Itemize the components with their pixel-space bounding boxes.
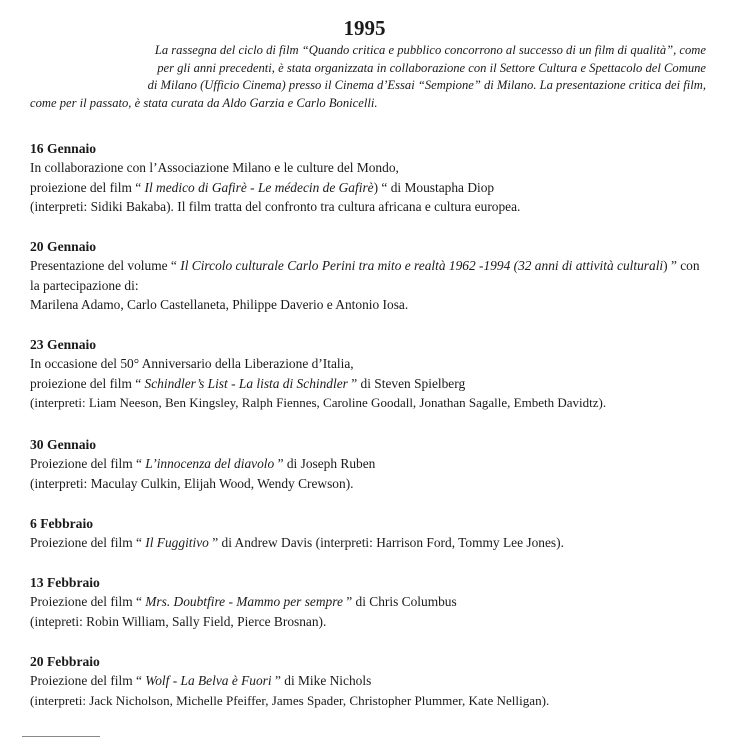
event-line: Proiezione del film “ Il Fuggitivo ” di Andrew Davis (interpreti: Harrison Ford, Tommy Lee Jones).: [30, 535, 564, 550]
intro-line: La rassegna del ciclo di film “Quando critica e pubblico concorrono al successo di un film di qualità”, come: [154, 43, 706, 57]
film-title: Mrs. Doubtfire - Mammo per sempre: [145, 594, 343, 609]
event-20-febbraio: [30, 653, 720, 710]
event-date: 30 Gennaio: [30, 437, 97, 452]
event-line: (interpreti: Maculay Culkin, Elijah Wood, Wendy Crewson).: [30, 475, 354, 491]
event-date: 23 Gennaio: [30, 337, 97, 352]
event-line: (interpreti: Jack Nicholson, Michelle Pfeiffer, James Spader, Christopher Plummer, Kate Nelligan).: [30, 692, 550, 708]
film-title: Il medico di Gafirè - Le médecin de Gafirè: [144, 179, 374, 195]
event-30-gennaio: [30, 436, 720, 493]
intro-line: per gli anni precedenti, è stata organizzata in collaborazione con il Settore Cultura e Spettacolo del Comune: [157, 60, 706, 75]
event-date: 20 Gennaio: [30, 239, 97, 254]
intro-line: come per il passato, è stata curata da Aldo Garzia e Carlo Bonicelli.: [30, 95, 378, 110]
event-line: Marilena Adamo, Carlo Castellaneta, Philippe Daverio e Antonio Iosa.: [30, 297, 409, 313]
event-line: proiezione del film “ Il medico di Gafirè - Le médecin de Gafirè) “ di Moustapha Diop: [30, 179, 495, 195]
event-line: Proiezione del film “ L’innocenza del diavolo ” di Joseph Ruben: [30, 456, 376, 471]
event-line: (interpreti: Liam Neeson, Ben Kingsley, Ralph Fiennes, Caroline Goodall, Jonathan Sagalle, Embeth Davidtz).: [30, 395, 607, 411]
event-line: Presentazione del volume “ Il Circolo culturale Carlo Perini tra mito e realtà 1962 -1994 (32 anni di attività culturali) ” con la partecipazione di:: [30, 258, 700, 293]
event-date: 13 Febbraio: [30, 575, 100, 590]
film-title: L’innocenza del diavolo: [145, 456, 275, 471]
event-line: (interpreti: Sidiki Bakaba). Il film tratta del confronto tra cultura africana e cultura europea.: [30, 199, 521, 215]
event-line: (intepreti: Robin William, Sally Field, Pierce Brosnan).: [30, 613, 327, 629]
event-date: 20 Febbraio: [30, 654, 100, 669]
event-16-gennaio: [30, 140, 720, 217]
intro-paragraph: [30, 42, 706, 112]
intro-line: di Milano (Ufficio Cinema) presso il Cinema d’Essai “Sempione” di Milano. La presentazione critica dei film,: [147, 78, 706, 92]
event-6-febbraio: [30, 515, 720, 553]
event-23-gennaio: [30, 336, 720, 413]
event-line: In occasione del 50° Anniversario della Liberazione d’Italia,: [30, 356, 354, 371]
event-line: proiezione del film “ Schindler’s List - La lista di Schindler ” di Steven Spielberg: [30, 375, 466, 391]
event-date: 6 Febbraio: [30, 516, 94, 531]
event-13-febbraio: [30, 574, 720, 631]
page-title: 1995: [343, 16, 386, 40]
event-line: Proiezione del film “ Mrs. Doubtfire - Mammo per sempre ” di Chris Columbus: [30, 594, 457, 609]
film-title: Il Fuggitivo: [145, 535, 209, 550]
film-title: Schindler’s List - La lista di Schindler: [144, 375, 348, 391]
event-line: In collaborazione con l’Associazione Milano e le culture del Mondo,: [30, 160, 399, 175]
event-line: Proiezione del film “ Wolf - La Belva è Fuori ” di Mike Nichols: [30, 673, 372, 688]
event-date: 16 Gennaio: [30, 141, 97, 156]
film-title: Wolf - La Belva è Fuori: [145, 673, 272, 688]
book-title: Il Circolo culturale Carlo Perini tra mito e realtà 1962 -1994 (32 anni di attività culturali: [180, 258, 664, 273]
page-divider: [22, 736, 100, 737]
event-20-gennaio: [30, 238, 720, 315]
